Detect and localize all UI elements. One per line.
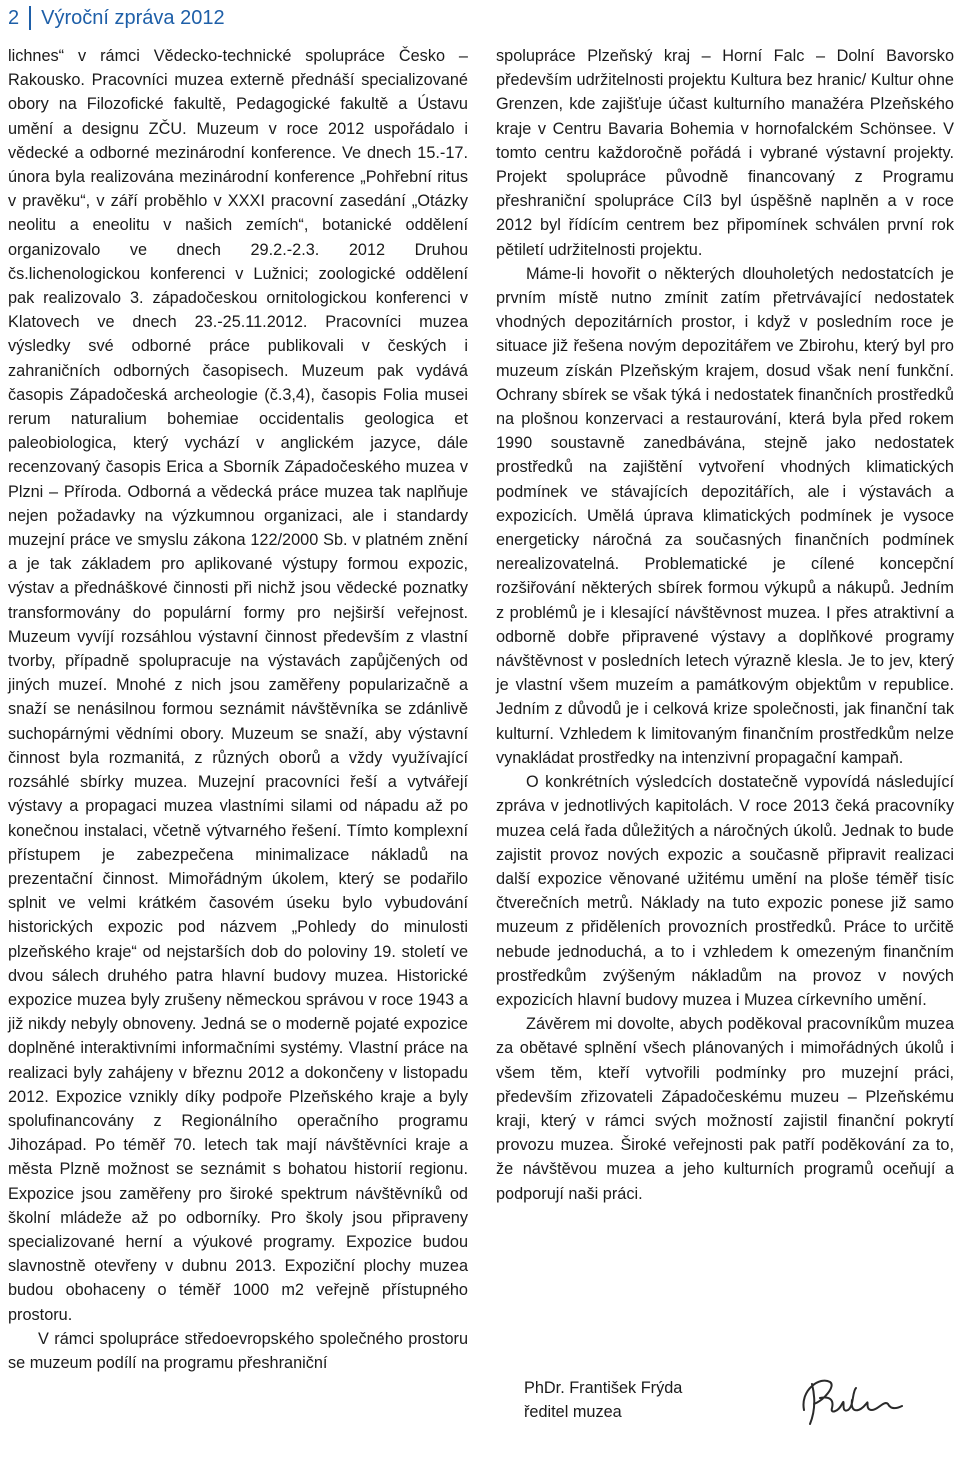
header-divider <box>29 6 31 30</box>
signature-block <box>524 1370 944 1450</box>
page-header <box>8 4 225 32</box>
right-paragraph-3: O konkrétních výsledcích dostatečně vypovídá následující zpráva v jednotlivých kapitolách. V roce 2013 čeká pracovníky muzea celá řada důležitých a náročných úkolů. Jednak to bude zajistit provoz nových expozic a současně připravit realizaci další expozice věnované užitému umění na ploše téměř tisíc čtverečních metrů. Náklady na tuto expozic ponese již samo muzeum z přiděleních provozních prostředků. Práce to určitě nebude jednoduchá, a to i vzhledem k omezeným finančním prostředkům zvýšeným nákladům na provoz v nových expozicích hlavní budovy muzea i Muzea církevního umění. <box>496 773 954 1009</box>
right-column <box>496 44 954 1206</box>
left-paragraph-2: V rámci spolupráce středoevropského společného prostoru se muzeum podílí na programu přeshraniční <box>8 1329 468 1372</box>
right-paragraph-2: Máme-li hovořit o některých dlouholetých nedostatcích je prvním místě nutno zmínit zatím přetrvávající nedostatek vhodných depozitárních prostor, i když v posledním roce je situace již řešena novým depozitářem ve Zbirohu, který byl pro muzeum získán Plzeňským krajem, dosud však není funkční. Ochrany sbírek se však týká i nedostatek finančních prostředků na plošnou konzervaci a restaurování, která byla před rokem 1990 soustavně zanedbávána, stejně jako nedostatek prostředků na zajištění vytvoření vhodných klimatických podmínek ve stávajících depozitářích, ale i výstavách a expozicích. Umělá úprava klimatických podmínek je vysoce energeticky náročná za současných finančních podmínek nerealizovatelná. Problematické je cílené koncepční rozšiřování některých sbírek formou výkupů a nákupů. Jedním z problémů je i klesající návštěvnost muzea. I přes atraktivní a odborně dobře připravené výstavy a doplňkové programy návštěvnost v posledních letech výrazně klesla. Je to jev, který je vlastní všem muzeím a památkovým objektům v republice. Jedním z důvodů je i celková krize společnosti, jak finanční tak kulturní. Vzhledem k limitovaným finančním prostředkům nelze vynakládat prostředky na intenzivní propagační kampaň. <box>496 264 954 767</box>
left-paragraph-1: lichnes“ v rámci Vědecko-technické spolupráce Česko – Rakousko. Pracovníci muzea externě přednáší specializované obory na Filozofické fakultě, Pedagogické fakultě a Ústavu umění a designu ZČU. Muzeum v roce 2012 uspořádalo i vědecké a odborné mezinárodní konference. Ve dnech 15.-17. února byla realizována mezinárodní konference „Pohřební ritus v pravěku“, v září proběhlo v XXXI pracovní zasedání „Otázky neolitu a eneolitu v našich zemích“, botanické oddělení organizovalo ve dnech 29.2.-2.3. 2012 Druhou čs.lichenologickou konferenci v Lužnici; zoologické oddělení pak realizovalo 3. západočeskou ornitologickou konferenci v Klatovech ve dnech 23.-25.11.2012. Pracovníci muzea výsledky své odborné práce publikovali v českých i zahraničních odborných časopisech. Muzeum pak vydává časopis Západočeská archeologie (č.3,4), časopis Folia musei rerum naturalium bohemiae occidentalis geologica et paleobiologica, který vychází v anglickém jazyce, dále recenzovaný časopis Erica a Sborník Západočeského muzea v Plzni – Příroda. Odborná a vědecká práce muzea tak naplňuje nejen požadavky na výzkumnou organizaci, ale i standardy muzejní práce ve smyslu zákona 122/2000 Sb. v platném znění a je tak základem pro aplikované výstupy formou expozic, výstav a přednáškové činnosti při nichž jsou vědecké poznatky transformovány do populární formy pro nejširší veřejnost. Muzeum vyvíjí rozsáhlou výstavní činnost především z vlastní tvorby, případně spolupracuje na výstavách zapůjčených od jiných muzeí. Mnohé z nich jsou zaměřeny popularizačně a snaží se nenásilnou formou seznámit návštěvníka se zdánlivě suchopárnými vědními obory. Muzeum se snaží, aby výstavní činnost byla rozmanitá, z různých oborů a vždy využívající rozsáhlé sbírky muzea. Muzejní pracovníci řeší a vytvářejí výstavy a propagaci muzea vlastními silami od nápadu až po konečnou instalaci, včetně výtvarného řešení. Tímto komplexní přístupem je zabezpečena minimalizace nákladů na prezentační činnost. Mimořádným úkolem, který se podařilo splnit ve velmi krátkém časovém úseku bylo vybudování historických expozic pod názvem „Pohledy do minulosti plzeňského kraje“ od nejstarších dob do poloviny 19. století ve dvou sálech druhého patra hlavní budovy muzea. Historické expozice muzea byly zrušeny německou správou v roce 1943 a již nikdy nebyly obnoveny. Jedná se o moderně pojaté expozice doplněné interaktivními informačními systémy. Vlastní práce na realizaci byly zahájeny v březnu 2012 a dokončeny v listopadu 2012. Expozice vznikly díky podpoře Plzeňského kraje a byly spolufinancovány z Regionálního operačního programu Jihozápad. Po téměř 70. letech tak mají návštěvníci kraje a města Plzně možnost se seznámit s bohatou historií regionu. Expozice jsou zaměřeny pro široké spektrum návštěvníků od školní mládeže až po odborníky. Pro školy jsou připraveny specializované herní a výukové programy. Expozice budou slavnostně otevřeny v dubnu 2013. Expoziční plochy muzea budou obohaceny o téměř 1000 m2 veřejně přístupného prostoru. <box>8 47 468 1324</box>
signatory-name: PhDr. František Frýda <box>524 1379 683 1397</box>
report-title: Výroční zpráva 2012 <box>41 6 225 29</box>
right-paragraph-1: spolupráce Plzeňský kraj – Horní Falc – Dolní Bavorsko především udržitelnosti projektu Kultura bez hranic/ Kultur ohne Grenzen, kde zajišťuje účast kulturního manažéra Plzeňského kraje v Centru Bavaria Bohemia v hornofalckém Schönsee. V tomto centru každoročně pořádá i vybrané výstavní projekty. Projekt spolupráce původně financovaný z Programu přeshraniční spolupráce Cíl3 byl úspěšně naplněn a v roce 2012 byl řídícím centrem bez připomínek schválen první rok pětiletí udržitelnosti projektu. <box>496 47 954 259</box>
handwritten-signature-image <box>790 1370 910 1430</box>
right-paragraph-4: Závěrem mi dovolte, abych poděkoval pracovníkům muzea za obětavé splnění všech plánovaných i mimořádných úkolů i všem těm, kteří vytvořili podmínky pro muzejní práci, především zřizovateli Západočeskému muzeu – Plzeňskému kraji, který v rámci svých možností zajistil finanční pokrytí provozu muzea. Široké veřejnosti pak patří poděkování za to, že návštěvou muzea a jeho kulturních programů oceňují a podporují naši práci. <box>496 1015 954 1203</box>
left-column <box>8 44 468 1375</box>
page-number: 2 <box>8 6 20 29</box>
signature-text <box>524 1376 682 1424</box>
signatory-role: ředitel muzea <box>524 1403 622 1422</box>
